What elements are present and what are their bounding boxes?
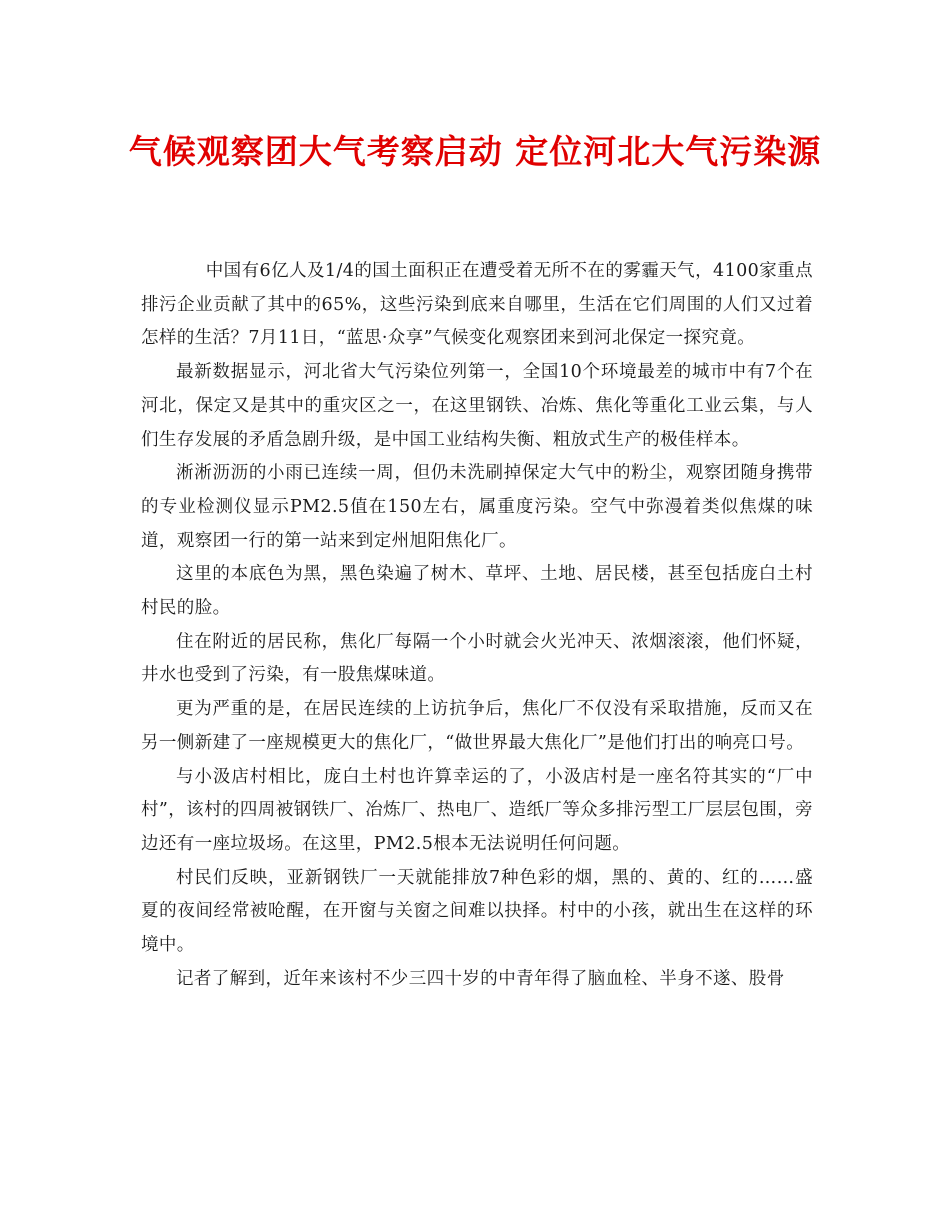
paragraph-9: 记者了解到，近年来该村不少三四十岁的中青年得了脑血栓、半身不遂、股骨 [176,968,785,989]
paragraph-6: 更为严重的是，在居民连续的上访抗争后，焦化厂不仅没有采取措施，反而又在另一侧新建了一座规模更大的焦化厂，“做世界最大焦化厂”是他们打出的响亮口号。 [141,699,813,753]
paragraph-3: 淅淅沥沥的小雨已连续一周，但仍未洗刷掉保定大气中的粉尘，观察团随身携带的专业检测仪显示PM2.5值在150左右，属重度污染。空气中弥漫着类似焦煤的味道，观察团一行的第一站来到定州旭阳焦化厂。 [141,463,813,551]
article-body [141,255,813,996]
paragraph-4: 这里的本底色为黑，黑色染遍了树木、草坪、土地、居民楼，甚至包括庞白土村村民的脸。 [141,564,813,619]
paragraph-5: 住在附近的居民称，焦化厂每隔一个小时就会火光冲天、浓烟滚滚，他们怀疑，井水也受到了污染，有一股焦煤味道。 [141,631,813,686]
document-title: 气候观察团大气考察启动 定位河北大气污染源 [128,132,822,171]
paragraph-8: 村民们反映，亚新钢铁厂一天就能排放7种色彩的烟，黑的、黄的、红的……盛夏的夜间经常被呛醒，在开窗与关窗之间难以抉择。村中的小孩，就出生在这样的环境中。 [141,867,813,956]
paragraph-2: 最新数据显示，河北省大气污染位列第一，全国10个环境最差的城市中有7个在河北，保定又是其中的重灾区之一，在这里钢铁、冶炼、焦化等重化工业云集，与人们生存发展的矛盾急剧升级，是中国工业结构失衡、粗放式生产的极佳样本。 [141,362,813,450]
paragraph-1: 中国有6亿人及1/4的国土面积正在遭受着无所不在的雾霾天气，4100家重点排污企业贡献了其中的65%，这些污染到底来自哪里，生活在它们周围的人们又过着怎样的生活？7月11日，“蓝思·众享”气候变化观察团来到河北保定一探究竟。 [141,261,813,349]
paragraph-7: 与小汲店村相比，庞白土村也许算幸运的了，小汲店村是一座名符其实的“厂中村”，该村的四周被钢铁厂、冶炼厂、热电厂、造纸厂等众多排污型工厂层层包围，旁边还有一座垃圾场。在这里，PM2.5根本无法说明任何问题。 [141,766,813,854]
